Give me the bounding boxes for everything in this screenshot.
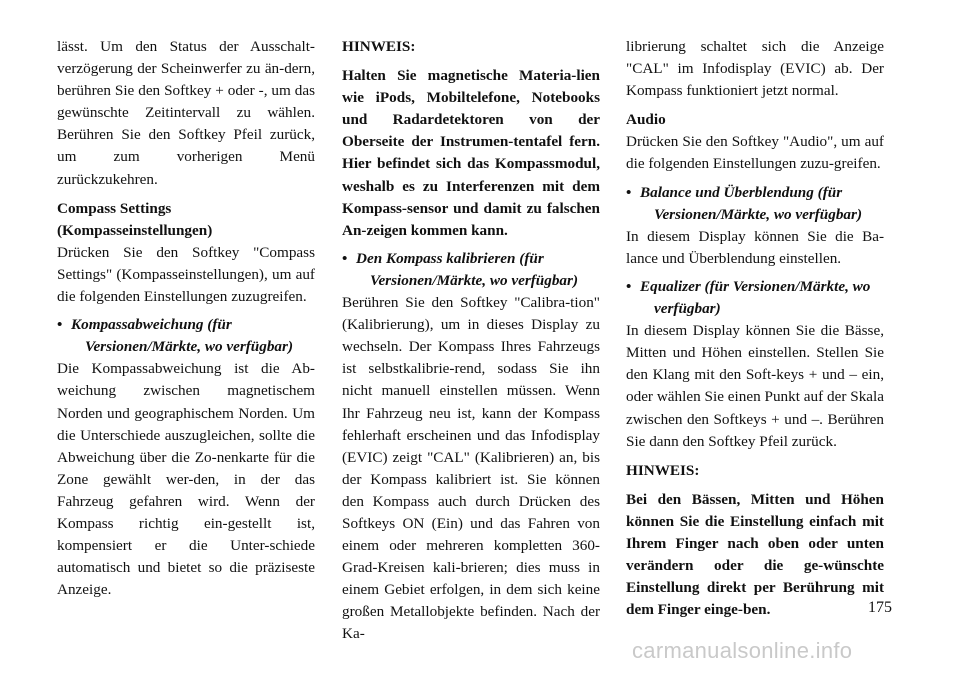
bullet-icon: •	[626, 183, 632, 201]
bullet-icon: •	[342, 249, 348, 267]
note-label: HINWEIS:	[342, 38, 416, 55]
bullet-text: Kompassabweichung (für Versionen/Märkte, wo verfügbar)	[71, 316, 293, 356]
bullet-icon: •	[626, 277, 632, 295]
bullet-text: Den Kompass kalibrieren (für Versionen/Märkte, wo verfügbar)	[356, 249, 578, 289]
watermark: carmanualsonline.info	[632, 638, 853, 663]
bullet-item-compass-deviation	[57, 314, 315, 358]
paragraph: Drücken Sie den Softkey "Compass Settings" (Kompasseinstellungen), um auf die folgenden Einstellungen zuzugreifen.	[57, 243, 315, 306]
bullet-item-calibrate-compass	[342, 248, 600, 292]
paragraph: In diesem Display können Sie die Ba-lance und Überblendung einstellen.	[626, 227, 884, 267]
paragraph: Die Kompassabweichung ist die Ab-weichung zwischen magnetischem Norden und geographischem Norden. Um die Unterschiede auszugleichen, sollte die Abweichung über die Zo-nenkarte für die Zone gewählt wer-den, in der das Fahrzeug gefahren wird. Wenn der Kompass richtig ein-gestellt ist, kompensiert er die Unter-schiede automatisch und bietet so die präziseste Anzeige.	[57, 360, 315, 599]
column-right	[626, 36, 884, 621]
bullet-icon: •	[57, 316, 63, 334]
paragraph: In diesem Display können Sie die Bässe, Mitten und Höhen einstellen. Stellen Sie den Klang mit den Soft-keys + und – ein, oder wählen Sie einen Punkt auf der Skala zwischen den Softkeys + und –. Berühren Sie dann den Softkey Pfeil zurück.	[626, 322, 884, 450]
paragraph: Drücken Sie den Softkey "Audio", um auf die folgenden Einstellungen zuzu-greifen.	[626, 133, 884, 173]
note-text: Bei den Bässen, Mitten und Höhen können Sie die Einstellung einfach mit Ihrem Finger nach oben oder unten verändern oder die ge-wünschte Einstellung direkt per Berührung mit dem Finger einge-ben.	[626, 490, 884, 619]
note-text: Halten Sie magnetische Materia-lien wie iPods, Mobiltelefone, Notebooks und Radardetektoren von der Oberseite der Instrumen-tentafel fern. Hier befindet sich das Kompassmodul, weshalb es zu Interferenzen mit dem Kompass-sensor und damit zu falschen An-zeigen kommen kann.	[342, 67, 600, 239]
bullet-text: Equalizer (für Versionen/Märkte, wo verfügbar)	[640, 277, 871, 318]
bullet-item-balance-fade	[626, 182, 884, 226]
paragraph: Berühren Sie den Softkey "Calibra-tion" (Kalibrierung), um in dieses Display zu wechseln. Der Kompass Ihres Fahrzeugs ist selbstkalibrie-rend, sodass Sie ihn nicht manuell einstellen müssen. Wenn Ihr Fahrzeug neu ist, kann der Kompass fehlerhaft erscheinen und das Infodisplay (EVIC) zeigt "CAL" (Kalibrieren) an, bis der Kompass kalibriert ist. Sie können den Kompass auch durch Drücken des Softkeys ON (Ein) und das Fahren von einem oder mehreren kompletten 360-Grad-Kreisen kali-brieren; dies muss in einem Gebiet erfolgen, in dem sich keine großen Metallobjekte befinden. Nach der Ka-	[342, 294, 600, 643]
paragraph: lässt. Um den Status der Ausschalt-verzögerung der Scheinwerfer zu än-dern, berühren Sie den Softkey + oder -, um das gewünschte Zeitintervall zu wählen. Berühren Sie den Softkey Pfeil zurück, um zum vorherigen Menü zurückzukehren.	[57, 38, 315, 188]
bullet-text: Balance und Überblendung (für Versionen/Märkte, wo verfügbar)	[640, 183, 862, 223]
section-heading-audio: Audio	[626, 111, 666, 129]
column-left	[57, 36, 315, 601]
paragraph: librierung schaltet sich die Anzeige "CAL" im Infodisplay (EVIC) ab. Der Kompass funktioniert jetzt normal.	[626, 38, 884, 100]
page-number: 175	[868, 599, 892, 616]
bullet-item-equalizer	[626, 276, 884, 320]
section-heading-compass-settings: Compass Settings (Kompasseinstellungen)	[57, 199, 213, 239]
column-middle	[342, 36, 600, 646]
note-label: HINWEIS:	[626, 461, 700, 479]
